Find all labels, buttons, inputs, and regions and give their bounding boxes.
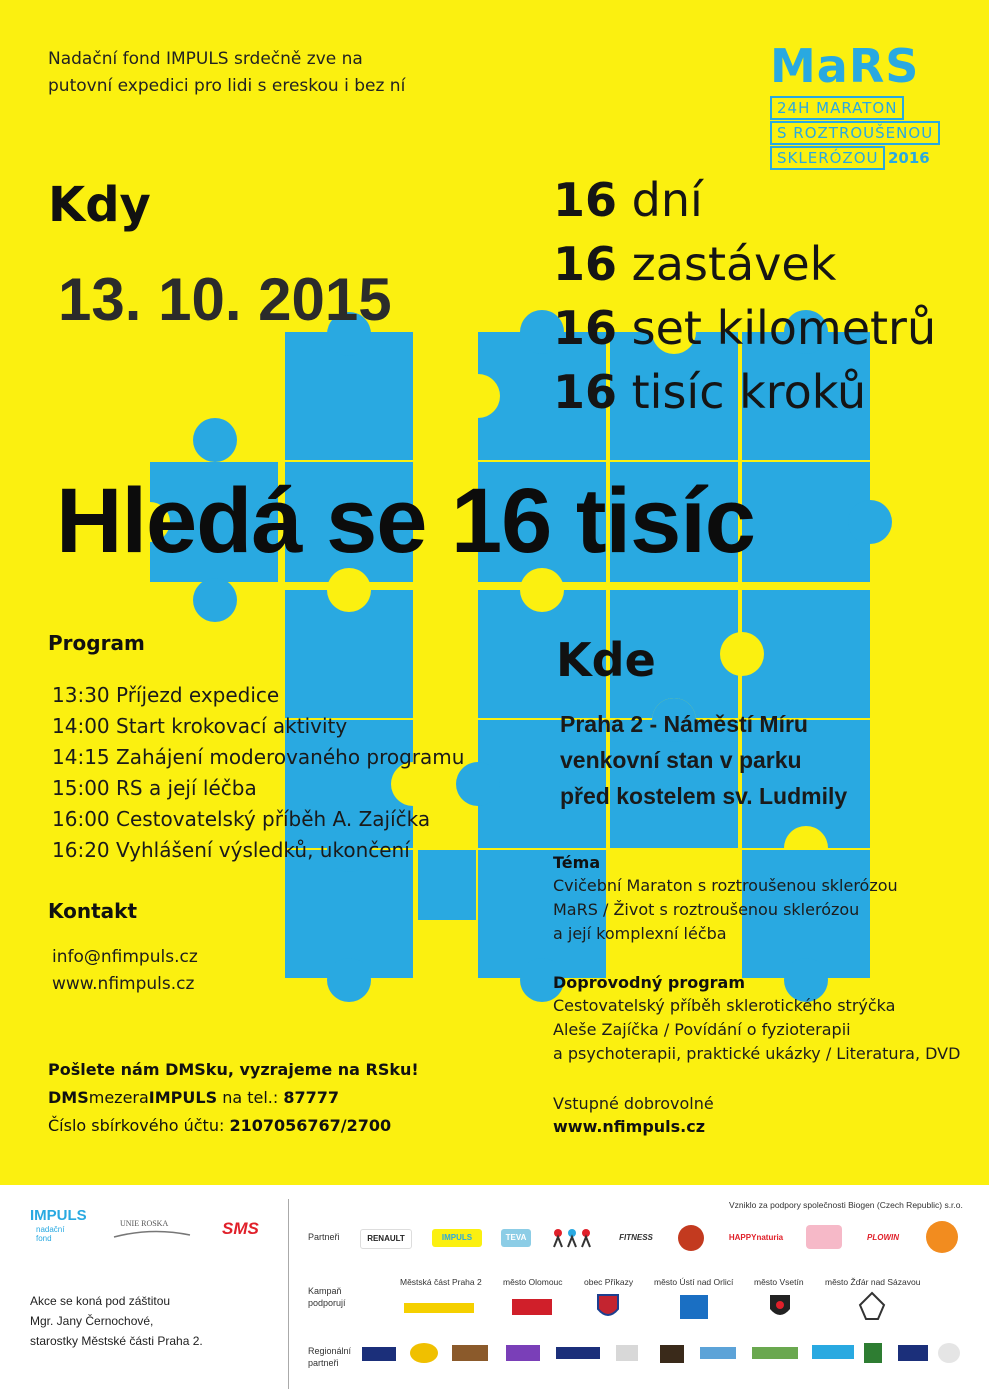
venue-line-2: venkovní stan v parku: [560, 747, 802, 773]
side-program-line: Cestovatelský příběh sklerotického strýčka: [553, 996, 896, 1015]
admission-block: [553, 1092, 714, 1138]
regional-label-2: partneři: [308, 1358, 339, 1368]
unie-roska-logo: UNIE ROSKA: [120, 1219, 169, 1228]
venue-line-1: Praha 2 - Náměstí Míru: [560, 711, 808, 737]
regional-logo-1-icon: [362, 1347, 396, 1361]
donation-sms: [48, 1084, 419, 1112]
headline: Hledá se 16 tisíc: [56, 470, 755, 572]
regional-logo-6-icon: [616, 1345, 638, 1361]
impuls-logo-sub-2: fond: [36, 1234, 52, 1243]
when-label: Kdy: [48, 177, 151, 233]
stat-stops: [553, 234, 836, 294]
sponsor-footer: [0, 1185, 989, 1400]
invitation-line-1: Nadační fond IMPULS srdečně zve na: [48, 49, 363, 69]
mars-logo-line-1: 24H MARATON: [770, 96, 904, 120]
program-item: 15:00 RS a její léčba: [52, 776, 257, 800]
theme-block: [553, 852, 898, 946]
dms-tel-label: na tel.:: [217, 1088, 284, 1107]
sms-logo: SMS: [222, 1219, 259, 1238]
dms-number: 87777: [283, 1088, 340, 1107]
contact-title: Kontakt: [48, 899, 138, 923]
contact-email[interactable]: info@nfimpuls.cz: [52, 947, 198, 967]
impuls-logo: [30, 1207, 87, 1224]
stat-kilometers-text: set kilometrů: [631, 301, 937, 355]
theme-title: Téma: [553, 853, 601, 872]
regional-logo-7-icon: [660, 1345, 684, 1363]
invitation-text: [48, 46, 468, 100]
biogen-note: Vzniklo za podpory společnosti Biogen (Czech Republic) s.r.o.: [729, 1200, 963, 1210]
stat-steps-text: tisíc kroků: [631, 365, 867, 419]
partner-logo-round-icon: [926, 1221, 958, 1253]
praha-2-logo-icon: [404, 1303, 474, 1313]
stat-days-number: 16: [553, 173, 618, 227]
program-title: Program: [48, 631, 145, 655]
stat-kilometers: [553, 298, 936, 358]
vsetin-crest-icon: [768, 1293, 792, 1321]
regional-logo-8-icon: [700, 1347, 736, 1359]
unie-roska-swoosh-icon: [112, 1227, 192, 1241]
venue-line-3: před kostelem sv. Ludmily: [560, 783, 848, 809]
partners-label: Partneři: [308, 1232, 340, 1242]
campaign-label: [308, 1285, 346, 1309]
zdar-crest-icon: [858, 1291, 886, 1321]
admission-text: Vstupné dobrovolné: [553, 1094, 714, 1113]
footer-divider: [288, 1199, 289, 1389]
donation-account: [48, 1112, 419, 1140]
regional-logo-3-icon: [452, 1345, 488, 1361]
stat-kilometers-number: 16: [553, 301, 618, 355]
stat-days: [553, 170, 703, 230]
regional-logo-4-icon: [506, 1345, 540, 1361]
city-usti: město Ústí nad Orlicí: [654, 1277, 734, 1287]
partner-logo-happynaturia: HAPPYnaturia: [726, 1229, 786, 1247]
prikazy-crest-icon: [596, 1293, 620, 1321]
city-prikazy: obec Příkazy: [584, 1277, 634, 1287]
regional-label: [308, 1345, 351, 1369]
patronage-line-1: Akce se koná pod záštitou: [30, 1294, 171, 1308]
impuls-logo-sub: [36, 1225, 64, 1243]
account-number: 2107056767/2700: [229, 1116, 392, 1135]
partner-logo-plowin: PLOWIN: [858, 1229, 908, 1247]
theme-line: Cvičební Maraton s roztroušenou sklerózou: [553, 876, 898, 895]
program-item: 14:00 Start krokovací aktivity: [52, 714, 348, 738]
partner-logo-impuls: IMPULS: [432, 1229, 482, 1247]
dms-space: mezera: [88, 1088, 149, 1107]
partner-logo-teva: TEVA: [501, 1229, 531, 1247]
theme-line: MaRS / Život s roztroušenou sklerózou: [553, 900, 860, 919]
stat-stops-text: zastávek: [631, 237, 837, 291]
regional-logo-2-icon: [410, 1343, 438, 1363]
partner-logo-badge-icon: [678, 1225, 704, 1251]
partner-logo-fitness: FITNESS: [618, 1229, 654, 1247]
city-zdar: město Žďár nad Sázavou: [825, 1277, 921, 1287]
city-olomouc: město Olomouc: [503, 1277, 563, 1287]
city-vsetin: město Vsetín: [754, 1277, 804, 1287]
program-item: 14:15 Zahájení moderovaného programu: [52, 745, 465, 769]
campaign-label-1: Kampaň: [308, 1286, 342, 1296]
theme-line: a její komplexní léčba: [553, 924, 727, 943]
regional-label-1: Regionální: [308, 1346, 352, 1356]
event-date: 13. 10. 2015: [58, 266, 392, 333]
mars-logo: [770, 39, 920, 93]
contact-web[interactable]: www.nfimpuls.cz: [52, 974, 195, 994]
side-program-line: Aleše Zajíčka / Povídání o fyzioterapii: [553, 1020, 851, 1039]
regional-logo-13-icon: [938, 1343, 960, 1363]
dms-keyword: DMS: [48, 1088, 89, 1107]
contact-block: [52, 944, 198, 998]
program-item: 16:20 Vyhlášení výsledků, ukončení: [52, 838, 410, 862]
impuls-logo-text: IMPULS: [30, 1207, 87, 1224]
regional-logo-12-icon: [898, 1345, 928, 1361]
regional-logo-11-icon: [864, 1343, 882, 1363]
regional-logo-9-icon: [752, 1347, 798, 1359]
account-label: Číslo sbírkového účtu:: [48, 1116, 230, 1135]
partner-logo-figures-icon: [550, 1227, 596, 1249]
mars-logo-name: MaRS: [770, 39, 920, 93]
impuls-logo-sub-1: nadační: [36, 1225, 65, 1234]
program-list: [52, 680, 464, 866]
admission-url[interactable]: www.nfimpuls.cz: [553, 1117, 706, 1136]
where-label: Kde: [556, 633, 656, 687]
stat-steps: [553, 362, 866, 422]
side-program-title: Doprovodný program: [553, 973, 746, 992]
stat-days-text: dní: [631, 173, 703, 227]
partner-logo-station-icon: [806, 1225, 842, 1249]
side-program-line: a psychoterapii, praktické ukázky / Literatura, DVD: [553, 1044, 961, 1063]
program-item: 13:30 Příjezd expedice: [52, 683, 280, 707]
campaign-label-2: podporují: [308, 1298, 346, 1308]
donation-slogan: Pošlete nám DMSku, vyzrajeme na RSku!: [48, 1060, 419, 1079]
program-item: 16:00 Cestovatelský příběh A. Zajíčka: [52, 807, 431, 831]
usti-logo-icon: [680, 1295, 708, 1319]
partner-logo-renault: RENAULT: [360, 1229, 412, 1249]
venue: [560, 706, 847, 814]
mars-logo-year: 2016: [888, 149, 930, 167]
city-praha-2: Městská část Praha 2: [400, 1277, 482, 1287]
donation-block: [48, 1056, 419, 1140]
patronage-note: [30, 1291, 203, 1351]
mars-logo-line-2: S ROZTROUŠENOU: [770, 121, 940, 145]
patronage-line-2: Mgr. Jany Černochové,: [30, 1314, 154, 1328]
mars-logo-line-3: SKLERÓZOU: [770, 146, 885, 170]
stat-steps-number: 16: [553, 365, 618, 419]
patronage-line-3: starostky Městské části Praha 2.: [30, 1334, 203, 1348]
invitation-line-2: putovní expedici pro lidi s ereskou i bez ní: [48, 76, 406, 96]
dms-keyword-2: IMPULS: [148, 1088, 218, 1107]
olomouc-logo-icon: [512, 1299, 552, 1315]
regional-logo-10-icon: [812, 1345, 854, 1359]
stat-stops-number: 16: [553, 237, 618, 291]
side-program-block: [553, 972, 960, 1066]
regional-logo-5-icon: [556, 1347, 600, 1359]
